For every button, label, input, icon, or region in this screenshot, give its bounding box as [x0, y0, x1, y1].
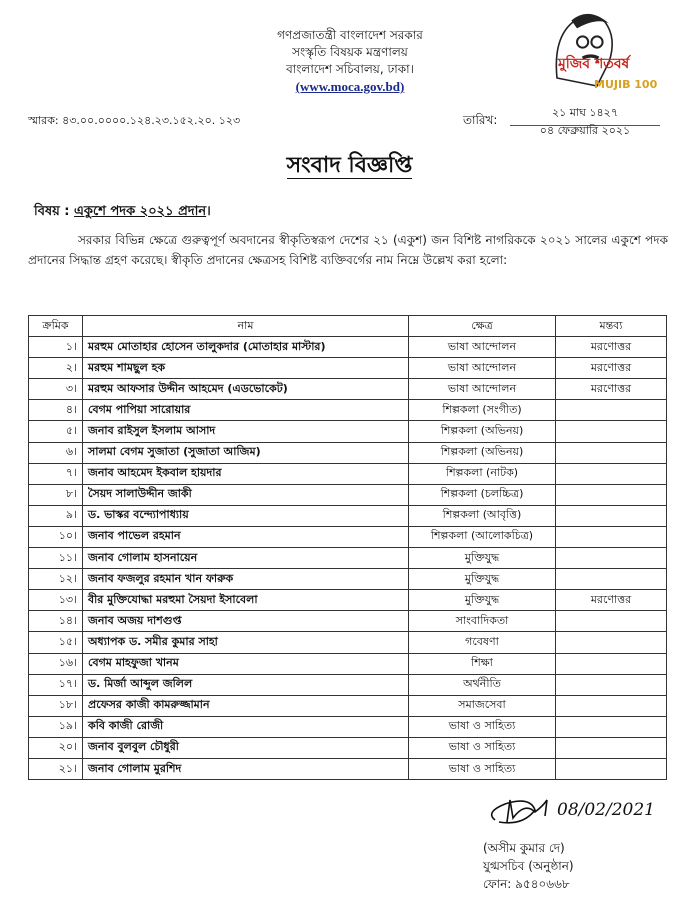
- field-cell: শিল্পকলা (আবৃত্তি): [409, 505, 556, 526]
- serial-cell: ২।: [29, 358, 83, 379]
- mujib-100-logo: [528, 6, 658, 98]
- field-cell: সমাজসেবা: [409, 695, 556, 716]
- field-cell: মুক্তিযুদ্ধ: [409, 590, 556, 611]
- serial-cell: ১১।: [29, 548, 83, 569]
- remark-cell: [556, 526, 667, 547]
- subject-label: বিষয় :: [34, 204, 70, 219]
- field-cell: শিক্ষা: [409, 653, 556, 674]
- field-cell: সাংবাদিকতা: [409, 611, 556, 632]
- table-row: [29, 526, 667, 547]
- serial-cell: ১।: [29, 337, 83, 358]
- col-remark: মন্তব্য: [556, 316, 667, 337]
- name-cell: ড. ভাস্কর বন্দ্যোপাধ্যায়: [83, 505, 409, 526]
- name-cell: বেগম মাহফুজা খানম: [83, 653, 409, 674]
- table-row: [29, 484, 667, 505]
- name-cell: অধ্যাপক ড. সমীর কুমার সাহা: [83, 632, 409, 653]
- table-row: [29, 632, 667, 653]
- website-link[interactable]: (www.moca.gov.bd): [295, 79, 405, 94]
- date-gregorian: ০৪ ফেব্রুয়ারি ২০২১: [539, 124, 631, 137]
- name-cell: জনাব আহমেদ ইকবাল হায়দার: [83, 463, 409, 484]
- name-cell: বেগম পাপিয়া সারোয়ার: [83, 400, 409, 421]
- remark-cell: [556, 611, 667, 632]
- field-cell: শিল্পকলা (অভিনয়): [409, 421, 556, 442]
- table-row: [29, 379, 667, 400]
- table-row: [29, 358, 667, 379]
- col-serial: ক্রমিক: [29, 316, 83, 337]
- field-cell: মুক্তিযুদ্ধ: [409, 548, 556, 569]
- table-row: [29, 674, 667, 695]
- serial-cell: ১৬।: [29, 653, 83, 674]
- name-cell: কবি কাজী রোজী: [83, 716, 409, 737]
- signatory-name: (অসীম কুমার দে): [483, 841, 565, 855]
- signature: [485, 782, 675, 832]
- remark-cell: মরণোত্তর: [556, 590, 667, 611]
- remark-cell: [556, 632, 667, 653]
- serial-cell: ৬।: [29, 442, 83, 463]
- name-cell: বীর মুক্তিযোদ্ধা মরহুমা সৈয়দা ইসাবেলা: [83, 590, 409, 611]
- name-cell: সালমা বেগম সুজাতা (সুজাতা আজিম): [83, 442, 409, 463]
- name-cell: মরহুম আফসার উদ্দীন আহমেদ (এডভোকেট): [83, 379, 409, 400]
- field-cell: ভাষা আন্দোলন: [409, 337, 556, 358]
- remark-cell: [556, 716, 667, 737]
- field-cell: ভাষা আন্দোলন: [409, 358, 556, 379]
- serial-cell: ৮।: [29, 484, 83, 505]
- serial-cell: ১৭।: [29, 674, 83, 695]
- page-title: সংবাদ বিজ্ঞপ্তি: [286, 153, 413, 178]
- remark-cell: [556, 484, 667, 505]
- table-row: [29, 758, 667, 779]
- field-cell: শিল্পকলা (অভিনয়): [409, 442, 556, 463]
- serial-cell: ১৩।: [29, 590, 83, 611]
- remark-cell: মরণোত্তর: [556, 379, 667, 400]
- field-cell: শিল্পকলা (নাটক): [409, 463, 556, 484]
- serial-cell: ১৮।: [29, 695, 83, 716]
- table-row: [29, 463, 667, 484]
- logo-text-bn: মুজিব শতবর্ষ: [558, 56, 630, 72]
- name-cell: জনাব পাভেল রহমান: [83, 526, 409, 547]
- name-cell: সৈয়দ সালাউদ্দীন জাকী: [83, 484, 409, 505]
- table-row: [29, 400, 667, 421]
- table-row: [29, 442, 667, 463]
- remark-cell: [556, 442, 667, 463]
- field-cell: অর্থনীতি: [409, 674, 556, 695]
- office-address: বাংলাদেশ সচিবালয়, ঢাকা।: [286, 62, 414, 76]
- field-cell: ভাষা আন্দোলন: [409, 379, 556, 400]
- field-cell: ভাষা ও সাহিত্য: [409, 716, 556, 737]
- serial-cell: ১৯।: [29, 716, 83, 737]
- serial-cell: ১৫।: [29, 632, 83, 653]
- body-paragraph: সরকার বিভিন্ন ক্ষেত্রে গুরুত্বপূর্ণ অবদানের স্বীকৃতিস্বরূপ দেশের ২১ (একুশ) জন বিশিষ্ট নাগরিককে ২০২১ সালের একুশে পদক প্রদানের সিদ্ধান্ত গ্রহণ করেছে। স্বীকৃতি প্রদানের ক্ষেত্রসহ বিশিষ্ট ব্যক্তিবর্গের নাম নিম্নে উল্লেখ করা হলো:: [28, 233, 668, 267]
- serial-cell: ১০।: [29, 526, 83, 547]
- field-cell: শিল্পকলা (আলোকচিত্র): [409, 526, 556, 547]
- remark-cell: [556, 505, 667, 526]
- remark-cell: [556, 569, 667, 590]
- name-cell: প্রফেসর কাজী কামরুজ্জামান: [83, 695, 409, 716]
- field-cell: শিল্পকলা (সংগীত): [409, 400, 556, 421]
- remark-cell: মরণোত্তর: [556, 337, 667, 358]
- col-field: ক্ষেত্র: [409, 316, 556, 337]
- date-label: তারিখ:: [463, 113, 498, 127]
- name-cell: মরহুম শামছুল হক: [83, 358, 409, 379]
- remark-cell: [556, 421, 667, 442]
- serial-cell: ৩।: [29, 379, 83, 400]
- remark-cell: [556, 674, 667, 695]
- name-cell: জনাব গোলাম হাসনায়েন: [83, 548, 409, 569]
- serial-cell: ৭।: [29, 463, 83, 484]
- table-row: [29, 569, 667, 590]
- signature-date: 08/02/2021: [557, 800, 655, 820]
- remark-cell: [556, 758, 667, 779]
- remark-cell: [556, 695, 667, 716]
- signature-scrawl-icon: [485, 782, 565, 832]
- serial-cell: ৫।: [29, 421, 83, 442]
- field-cell: ভাষা ও সাহিত্য: [409, 737, 556, 758]
- table-row: [29, 695, 667, 716]
- table-row: [29, 505, 667, 526]
- field-cell: মুক্তিযুদ্ধ: [409, 569, 556, 590]
- date-bangla: ২১ মাঘ ১৪২৭: [510, 104, 660, 126]
- serial-cell: ১৪।: [29, 611, 83, 632]
- remark-cell: [556, 463, 667, 484]
- awardees-table: [28, 315, 667, 780]
- serial-cell: ২০।: [29, 737, 83, 758]
- signatory-phone: ফোন: ৯৫৪০৬৬৮: [483, 877, 570, 891]
- field-cell: ভাষা ও সাহিত্য: [409, 758, 556, 779]
- memo-number: স্মারক: ৪৩.০০.০০০০.১২৪.২৩.১৫২.২০. ১২৩: [28, 114, 241, 127]
- name-cell: জনাব গোলাম মুরশিদ: [83, 758, 409, 779]
- ministry-name: সংস্কৃতি বিষয়ক মন্ত্রণালয়: [292, 45, 408, 59]
- serial-cell: ১২।: [29, 569, 83, 590]
- remark-cell: [556, 737, 667, 758]
- field-cell: গবেষণা: [409, 632, 556, 653]
- subject-text: একুশে পদক ২০২১ প্রদান: [74, 204, 207, 219]
- table-row: [29, 548, 667, 569]
- govt-name: গণপ্রজাতন্ত্রী বাংলাদেশ সরকার: [277, 28, 423, 42]
- logo-text-en: MUJIB 100: [594, 78, 658, 91]
- name-cell: জনাব রাইসুল ইসলাম আসাদ: [83, 421, 409, 442]
- col-name: নাম: [83, 316, 409, 337]
- serial-cell: ৪।: [29, 400, 83, 421]
- subject-end: ।: [206, 204, 211, 219]
- name-cell: জনাব ফজলুর রহমান খান ফারুক: [83, 569, 409, 590]
- signatory-designation: যুগ্মসচিব (অনুষ্ঠান): [483, 859, 574, 873]
- remark-cell: [556, 548, 667, 569]
- table-row: [29, 611, 667, 632]
- table-row: [29, 590, 667, 611]
- remark-cell: [556, 400, 667, 421]
- name-cell: মরহুম মোতাহার হোসেন তালুকদার (মোতাহার মাস্টার): [83, 337, 409, 358]
- serial-cell: ৯।: [29, 505, 83, 526]
- serial-cell: ২১।: [29, 758, 83, 779]
- table-row: [29, 737, 667, 758]
- table-row: [29, 421, 667, 442]
- subject-line: [34, 202, 211, 223]
- table-row: [29, 337, 667, 358]
- table-row: [29, 653, 667, 674]
- name-cell: জনাব অজয় দাশগুপ্ত: [83, 611, 409, 632]
- name-cell: জনাব বুলবুল চৌধুরী: [83, 737, 409, 758]
- remark-cell: মরণোত্তর: [556, 358, 667, 379]
- remark-cell: [556, 653, 667, 674]
- table-row: [29, 716, 667, 737]
- field-cell: শিল্পকলা (চলচ্চিত্র): [409, 484, 556, 505]
- name-cell: ড. মির্জা আব্দুল জলিল: [83, 674, 409, 695]
